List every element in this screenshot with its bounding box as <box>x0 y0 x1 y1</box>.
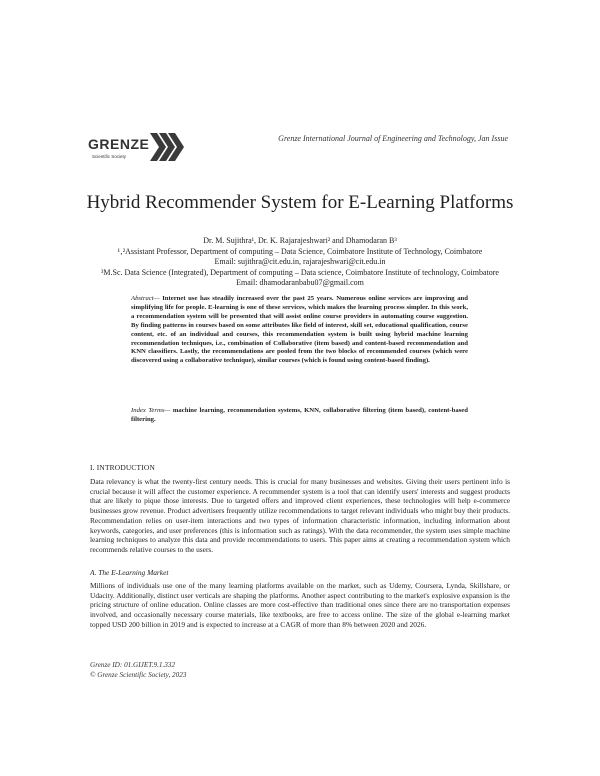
grenze-id: Grenze ID: 01.GIJET.9.1.332 <box>90 661 176 669</box>
affiliation-2: ³M.Sc. Data Science (Integrated), Department of computing – Data science, Coimbatore Institute of technology, Coimbatore <box>101 267 499 277</box>
footer <box>90 661 186 680</box>
abstract-label: Abstract— <box>131 295 160 302</box>
index-terms <box>131 407 468 425</box>
email-1: Email: sujithra@cit.edu.in, rajarajeshwari@cit.edu.in <box>214 257 386 266</box>
copyright: © Grenze Scientific Society, 2023 <box>90 670 187 679</box>
paragraph-intro: Data relevancy is what the twenty-first century needs. This is crucial for many businesses and websites. Giving their users pertinent info is crucial because it will affect the customer experience. A recommender system is a tool that can identify users' interests and suggest products that are likely to pique those interests. Due to targeted offers and improved client experiences, these technologies will help e-commerce businesses grow revenue. Product advertisers frequently utilize recommendations to target relevant individuals who might buy their products. Recommendation relies on user-item interactions and two types of information characteristic information, including information about keywords, categories, and user preferences (this is information such as ratings). With the data recommender, the system uses simple machine learning techniques to analyze this data and provide recommendations to users. This paper aims at creating a recommendation system which recommends relative courses to the users. <box>90 477 510 554</box>
logo-subtext: Scientific Society <box>92 154 127 159</box>
authors-line: Dr. M. Sujithra¹, Dr. K. Rajarajeshwari² and Dhamodaran B³ <box>203 236 397 245</box>
affiliation-1: ¹‚²Assistant Professor, Department of computing – Data Science, Coimbatore Institute of Technology, Coimbatore <box>117 246 483 256</box>
subsection-heading: A. The E-Learning Market <box>90 568 169 577</box>
index-terms-text: machine learning, recommendation systems, KNN, collaborative filtering (item based), content-based filtering. <box>131 407 468 423</box>
email-2: Email: dhamodaranbabu07@gmail.com <box>236 278 364 287</box>
section-heading: I. INTRODUCTION <box>90 463 155 472</box>
index-terms-label: Index Terms— <box>131 407 171 414</box>
paragraph-market: Millions of individuals use one of the many learning platforms available on the market, such as Udemy, Coursera, Lynda, Skillshare, or Udacity. Additionally, distinct user verticals are shaping the platforms. Another aspect contributing to the market's explosive expansion is the pricing structure of online education. Online classes are more cost-effective than traditional ones since there are no transportation expenses involved, and occasionally necessary course materials, like textbooks, are free to access online. The size of the global e-learning market topped USD 200 billion in 2019 and is expected to increase at a CAGR of more than 8% between 2020 and 2026. <box>90 581 510 629</box>
chevrons-icon <box>150 130 184 164</box>
publisher-logo <box>88 130 188 170</box>
abstract-text: Internet use has steadily increased over the past 25 years. Numerous online services are improving and simplifying life for people. E-learning is one of these services, which makes the learning process simpler. In this work, a recommendation system will be presented that will assist online course providers in automating course suggestion. By finding patterns in courses based on some attributes like field of interest, skill set, educational qualification, course content, etc. of an individual and courses, this recommendation system is built using hybrid machine learning recommendation techniques, i.e., combination of Collaborative (item based) and content-based recommendation and KNN classifiers. Lastly, the recommendations are pooled from the two blocks of recommended courses (which were discovered using a collaborative technique), similar courses (which is found using content-based finding). <box>131 295 468 365</box>
abstract <box>131 295 468 366</box>
paper-title: Hybrid Recommender System for E-Learning Platforms <box>86 192 514 213</box>
logo-text: GRENZE <box>88 136 150 152</box>
author-block <box>0 236 600 289</box>
journal-name: Grenze International Journal of Engineering and Technology, Jan Issue <box>278 134 508 143</box>
